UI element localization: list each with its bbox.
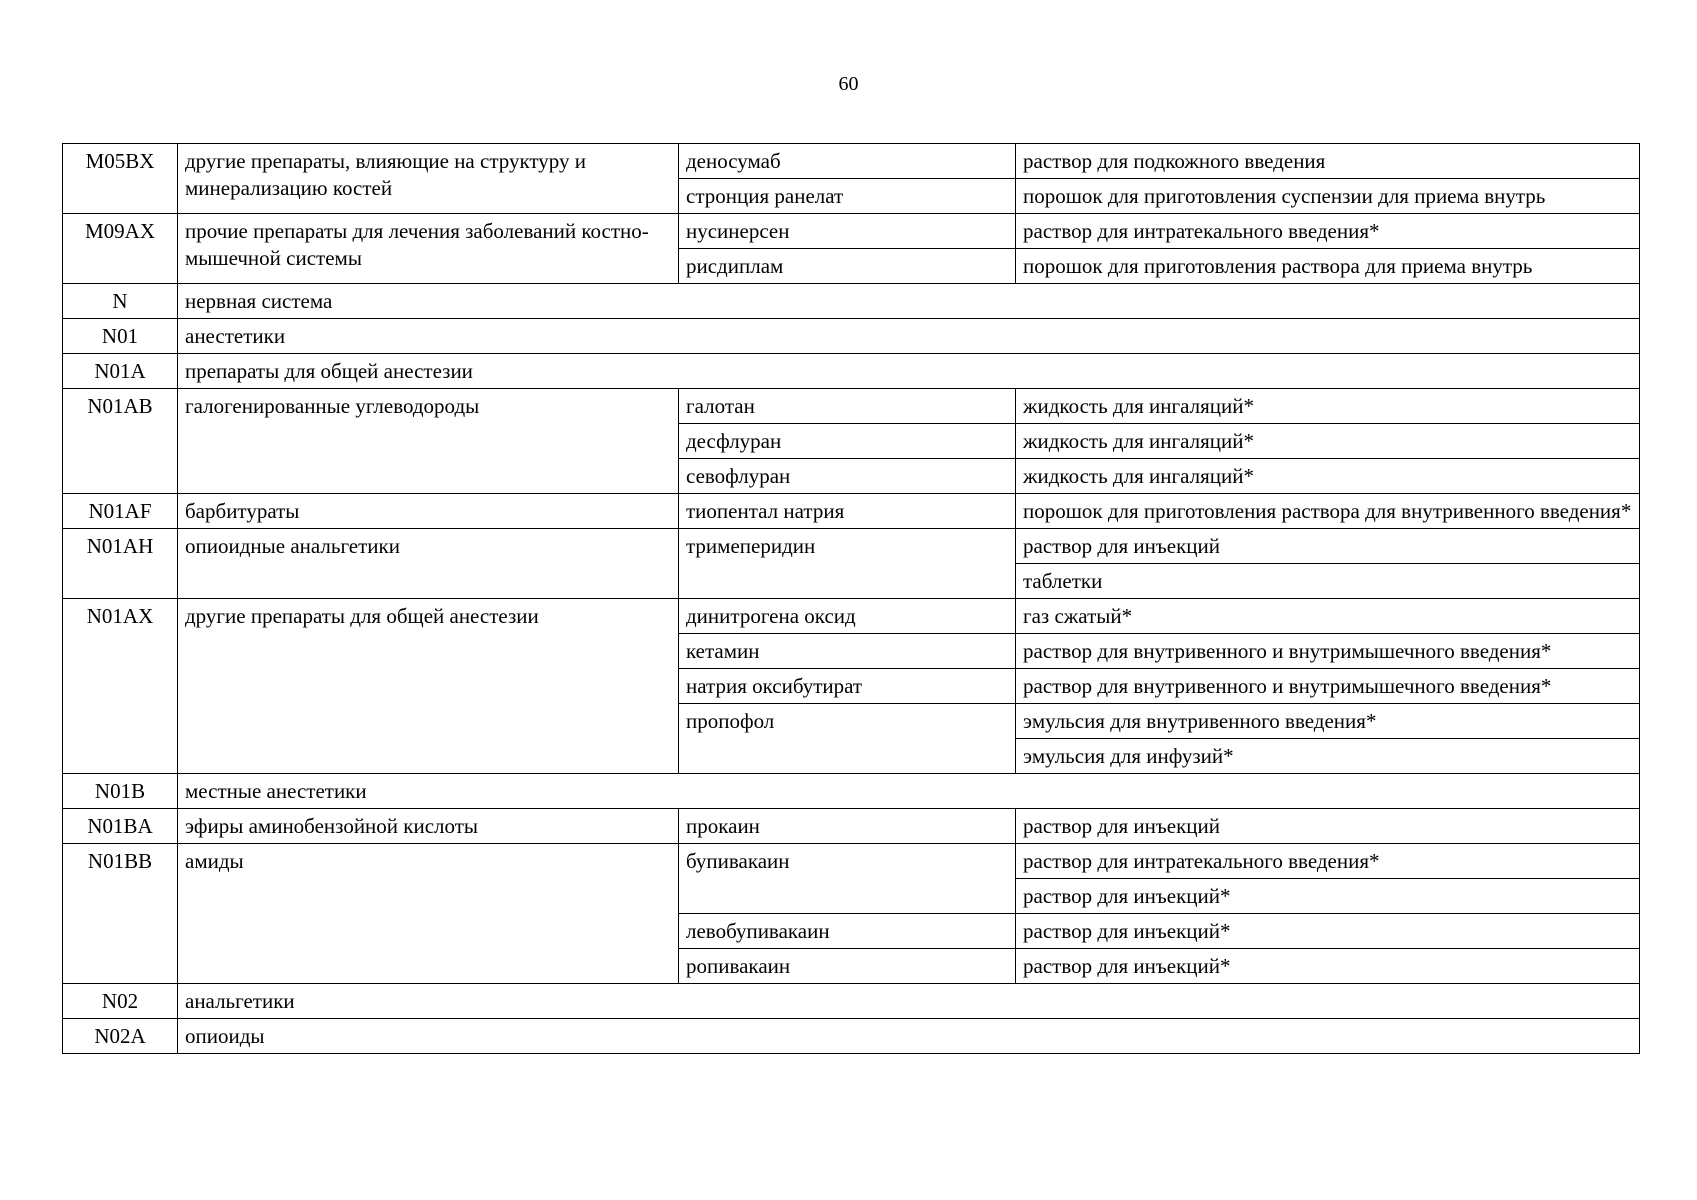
drug-name-cell: бупивакаин [679, 844, 1016, 914]
drug-name-cell: кетамин [679, 634, 1016, 669]
drug-name-cell: тримеперидин [679, 529, 1016, 599]
dosage-form-cell: раствор для интратекального введения* [1016, 844, 1640, 879]
atc-code-cell: N01AB [63, 389, 178, 494]
atc-code-cell: N02A [63, 1019, 178, 1054]
dosage-form-cell: раствор для интратекального введения* [1016, 214, 1640, 249]
group-name-cell: амиды [178, 844, 679, 984]
drug-name-cell: натрия оксибутират [679, 669, 1016, 704]
table-row [63, 984, 1640, 1019]
drug-name-cell: севофлуран [679, 459, 1016, 494]
drug-name-cell: динитрогена оксид [679, 599, 1016, 634]
table-row [63, 494, 1640, 529]
group-name-cell: опиоидные анальгетики [178, 529, 679, 599]
atc-code-cell: N01AX [63, 599, 178, 774]
drug-name-cell: десфлуран [679, 424, 1016, 459]
group-name-cell: местные анестетики [178, 774, 1640, 809]
table-row [63, 389, 1640, 424]
dosage-form-cell: порошок для приготовления раствора для внутривенного введения* [1016, 494, 1640, 529]
table-row [63, 144, 1640, 179]
atc-code-cell: N01AH [63, 529, 178, 599]
group-name-cell: эфиры аминобензойной кислоты [178, 809, 679, 844]
drug-name-cell: левобупивакаин [679, 914, 1016, 949]
group-name-cell: прочие препараты для лечения заболеваний костно-мышечной системы [178, 214, 679, 284]
drug-name-cell: стронция ранелат [679, 179, 1016, 214]
dosage-form-cell: порошок для приготовления суспензии для приема внутрь [1016, 179, 1640, 214]
atc-code-cell: N01B [63, 774, 178, 809]
dosage-form-cell: раствор для инъекций [1016, 529, 1640, 564]
drug-classification-table [62, 143, 1640, 1054]
atc-code-cell: N01BB [63, 844, 178, 984]
group-name-cell: барбитураты [178, 494, 679, 529]
dosage-form-cell: эмульсия для инфузий* [1016, 739, 1640, 774]
drug-name-cell: галотан [679, 389, 1016, 424]
dosage-form-cell: порошок для приготовления раствора для приема внутрь [1016, 249, 1640, 284]
dosage-form-cell: раствор для инъекций [1016, 809, 1640, 844]
table-row [63, 809, 1640, 844]
dosage-form-cell: жидкость для ингаляций* [1016, 459, 1640, 494]
dosage-form-cell: раствор для внутривенного и внутримышечного введения* [1016, 634, 1640, 669]
dosage-form-cell: жидкость для ингаляций* [1016, 424, 1640, 459]
atc-code-cell: M09AX [63, 214, 178, 284]
dosage-form-cell: раствор для инъекций* [1016, 949, 1640, 984]
group-name-cell: галогенированные углеводороды [178, 389, 679, 494]
dosage-form-cell: таблетки [1016, 564, 1640, 599]
dosage-form-cell: раствор для инъекций* [1016, 914, 1640, 949]
atc-code-cell: N01 [63, 319, 178, 354]
table-row [63, 1019, 1640, 1054]
group-name-cell: другие препараты, влияющие на структуру и минерализацию костей [178, 144, 679, 214]
table-row [63, 774, 1640, 809]
drug-name-cell: пропофол [679, 704, 1016, 774]
atc-code-cell: N01AF [63, 494, 178, 529]
page-number: 60 [838, 73, 859, 95]
table-row [63, 844, 1640, 879]
dosage-form-cell: раствор для подкожного введения [1016, 144, 1640, 179]
atc-code-cell: M05BX [63, 144, 178, 214]
table-row [63, 529, 1640, 564]
dosage-form-cell: раствор для инъекций* [1016, 879, 1640, 914]
group-name-cell: анестетики [178, 319, 1640, 354]
group-name-cell: другие препараты для общей анестезии [178, 599, 679, 774]
drug-name-cell: нусинерсен [679, 214, 1016, 249]
atc-code-cell: N [63, 284, 178, 319]
atc-code-cell: N02 [63, 984, 178, 1019]
group-name-cell: опиоиды [178, 1019, 1640, 1054]
dosage-form-cell: эмульсия для внутривенного введения* [1016, 704, 1640, 739]
table-row [63, 214, 1640, 249]
dosage-form-cell: жидкость для ингаляций* [1016, 389, 1640, 424]
table-body [63, 144, 1640, 1054]
drug-name-cell: деносумаб [679, 144, 1016, 179]
group-name-cell: препараты для общей анестезии [178, 354, 1640, 389]
table-row [63, 319, 1640, 354]
drug-name-cell: прокаин [679, 809, 1016, 844]
drug-name-cell: ропивакаин [679, 949, 1016, 984]
table-row [63, 284, 1640, 319]
group-name-cell: нервная система [178, 284, 1640, 319]
drug-name-cell: тиопентал натрия [679, 494, 1016, 529]
group-name-cell: анальгетики [178, 984, 1640, 1019]
table-row [63, 354, 1640, 389]
dosage-form-cell: раствор для внутривенного и внутримышечного введения* [1016, 669, 1640, 704]
atc-code-cell: N01A [63, 354, 178, 389]
drug-name-cell: рисдиплам [679, 249, 1016, 284]
dosage-form-cell: газ сжатый* [1016, 599, 1640, 634]
atc-code-cell: N01BA [63, 809, 178, 844]
table-row [63, 599, 1640, 634]
